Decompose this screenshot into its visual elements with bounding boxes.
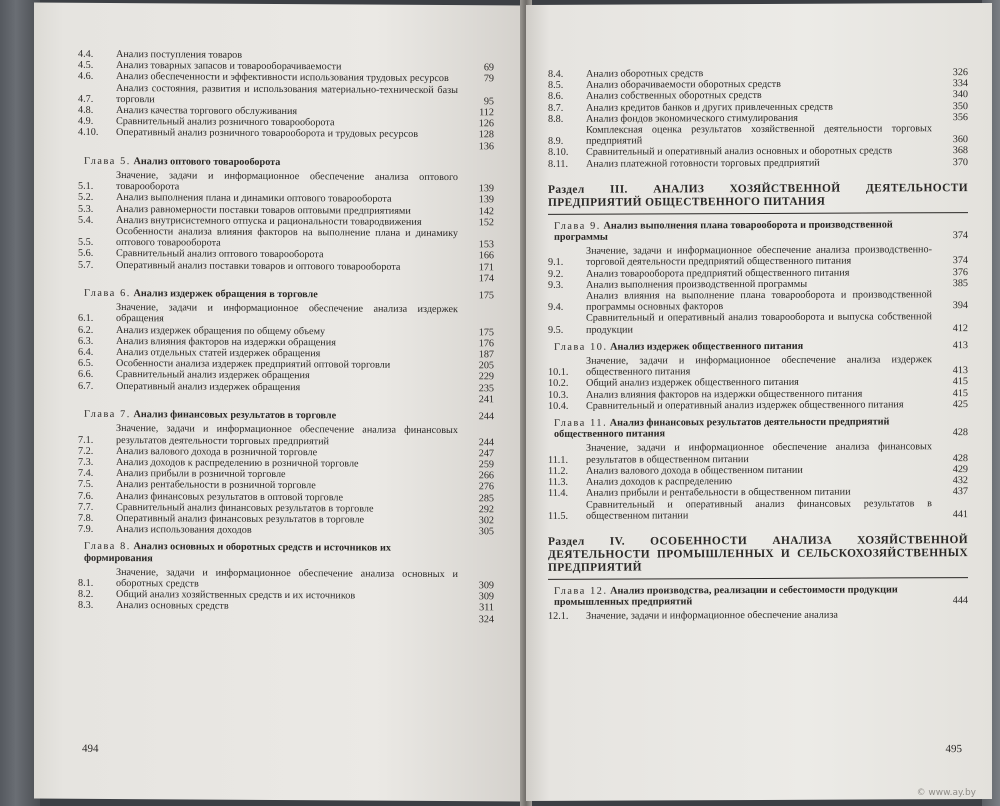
entry-page: 324 [478,613,494,625]
chapter-heading [548,584,968,608]
entry-number: 7.1. [78,434,94,446]
entry-page: 432 [952,475,968,487]
entry-title: Особенности анализа влияния факторов на выполнение плана и динамику оптового товарооборота [116,226,458,249]
entry-number: 7.8. [78,512,94,524]
entry-number: 9.4. [548,302,564,314]
entry-number: 5.6. [78,248,94,260]
entry-page: 292 [478,503,494,516]
entry-number: 7.2. [78,445,94,457]
entry-title: Анализ финансовых результатов в оптовой торговле [116,490,344,503]
toc-entry [548,354,968,378]
chapter-heading [548,416,968,440]
entry-number: 4.5. [78,59,94,72]
entry-number: 5.2. [78,192,94,204]
entry-number: 8.11. [548,158,568,170]
entry-title: Особенности анализа издержек предприятий оптовой торговли [116,358,391,371]
entry-page: 247 [478,447,494,460]
entry-title: Значение, задачи и информационное обеспечение анализа финансовых результатов деятельности торговых предприятий [116,423,458,447]
entry-title: Оперативный анализ финансовых результатов в торговле [116,512,365,526]
entry-number: 8.8. [548,113,564,125]
chapter-label: Глава 9. [554,220,601,232]
entry-page: 205 [478,360,494,372]
left-page [34,3,524,802]
toc-entry [548,609,968,622]
entry-title: Значение, задачи и информационное обеспечение анализа издержек общественного питания [586,354,932,379]
toc-entry [78,226,494,251]
entry-title: Анализ прибыли в розничной торговле [116,468,286,481]
entry-page: 79 [483,73,494,85]
toc-entry [548,399,968,412]
entry-number: 6.5. [78,358,94,370]
entry-page: 112 [479,107,494,119]
entry-title: Анализ оборотных средств [586,68,704,80]
chapter-heading [548,340,968,353]
entry-number: 11.3. [548,476,568,489]
entry-title: Анализ обеспеченности и эффективности использования трудовых ресурсов [116,71,449,85]
entry-title: Анализ рентабельности в розничной торговле [116,479,316,492]
entry-number: 8.5. [548,80,564,92]
entry-title: Значение, задачи и информационное обеспечение анализа издержек обращения [116,302,458,325]
entry-page: 139 [478,194,494,206]
entry-page: 69 [483,62,494,74]
section-heading: Раздел IV. ОСОБЕННОСТИ АНАЛИЗА ХОЗЯЙСТВЕННОЙ ДЕЯТЕЛЬНОСТИ ПРОМЫШЛЕННЫХ И СЕЛЬСКОХОЗЯЙСТВЕННЫХ ПРЕДПРИЯТИЙ [548,534,968,580]
chapter-page: 175 [478,290,494,302]
entry-title: Анализ фондов экономического стимулирования [586,112,798,125]
entry-number: 8.2. [78,588,94,601]
entry-number: 9.5. [548,324,564,336]
entry-title: Сравнительный анализ издержек обращения [116,369,310,382]
entry-title: Общий анализ издержек общественного питания [586,377,799,390]
chapter-label: Глава 6. [84,287,131,300]
chapter-label: Глава 12. [554,585,608,597]
entry-title: Анализ поступления товаров [116,49,243,61]
entry-page: 244 [478,436,494,448]
entry-number: 5.4. [78,214,94,226]
chapter-label: Глава 5. [84,155,131,167]
entry-number: 10.4. [548,400,569,412]
entry-title: Анализ отдельных статей издержек обращения [116,347,321,360]
entry-title: Анализ кредитов банков и других привлеченных средств [586,101,833,114]
entry-title: Сравнительный анализ финансовых результатов в торговле [116,501,374,515]
entry-title: Анализ товарооборота предприятий общественного питания [586,267,850,280]
left-toc [78,49,494,625]
entry-title: Сравнительный и оперативный анализ издержек общественного питания [586,399,904,412]
chapter-page: 413 [952,339,968,352]
entry-title: Анализ использования доходов [116,524,252,536]
entry-number: 4.6. [78,71,94,83]
entry-number: 4.8. [78,104,94,116]
entry-title: Оперативный анализ издержек обращения [116,380,301,393]
entry-number: 5.1. [78,181,94,193]
entry-page: 166 [478,250,494,262]
entry-page: 309 [478,591,494,603]
entry-title: Анализ качества торгового обслуживания [116,105,298,118]
toc-entry [548,157,968,170]
entry-number: 11.2. [548,465,568,477]
entry-number: 7.7. [78,501,94,513]
chapter-title: Анализ издержек общественного питания [610,340,804,353]
entry-page: 376 [952,266,968,278]
entry-title: Анализ товарных запасов и товарооборачиваемости [116,60,342,73]
entry-page: 415 [952,376,968,388]
entry-title: Анализ доходов к распределению [586,476,733,488]
entry-number: 8.6. [548,91,564,103]
right-page [526,3,992,801]
entry-page: 302 [478,515,494,527]
chapter-title-wrap [548,416,940,440]
entry-page: 309 [478,580,494,592]
chapter-title: Анализ издержек обращения в торговле [133,288,318,301]
entry-title: Комплексная оценка результатов хозяйственной деятельности торговых предприятий [586,123,932,147]
entry-title: Сравнительный анализ розничного товарооборота [116,116,335,129]
chapter-label: Глава 7. [84,408,131,421]
entry-title: Анализ внутрисистемного отпуска и рациональности товародвижения [116,214,422,228]
entry-page: 334 [952,78,968,90]
toc-entry [548,244,968,268]
entry-number: 8.9. [548,136,564,148]
entry-title: Значение, задачи и информационное обеспечение анализа оптового товарооборота [116,170,458,193]
entry-page: 412 [952,322,968,334]
entry-number: 12.1. [548,611,569,623]
entry-number: 6.1. [78,313,94,325]
entry-page: 235 [478,382,494,395]
entry-page: 311 [479,602,494,614]
entry-page: 241 [478,394,494,406]
chapter-title-wrap [548,219,940,243]
entry-number: 9.3. [548,279,564,291]
entry-title: Оперативный анализ розничного товарооборота и трудовых ресурсов [116,127,419,141]
entry-number: 7.6. [78,490,94,502]
toc-entry [78,567,494,592]
chapter-page: 374 [952,230,968,242]
chapter-heading [78,288,494,302]
entry-number: 10.2. [548,378,569,390]
entry-title: Анализ валового дохода в розничной торговле [116,445,318,458]
entry-page: 171 [478,261,494,273]
entry-page: 152 [478,217,494,229]
toc-entry [78,423,494,448]
section-heading: Раздел III. АНАЛИЗ ХОЗЯЙСТВЕННОЙ ДЕЯТЕЛЬНОСТИ ПРЕДПРИЯТИЙ ОБЩЕСТВЕННОГО ПИТАНИЯ [548,182,968,215]
chapter-title-wrap [548,340,940,353]
entry-number: 5.7. [78,259,94,271]
entry-number: 6.6. [78,369,94,381]
chapter-title-wrap [78,156,466,170]
left-page-number: 494 [82,742,99,755]
entry-page: 385 [952,277,968,289]
chapter-label: Глава 11. [554,417,608,429]
chapter-title-wrap [548,584,940,608]
chapter-title-wrap [78,541,466,566]
entry-title: Сравнительный и оперативный анализ финансовых результатов в общественном питании [586,497,932,522]
entry-page: 429 [952,463,968,476]
entry-number: 9.1. [548,257,564,269]
entry-title: Анализ влияния факторов на издержки общественного питания [586,388,863,401]
entry-title: Анализ выполнения плана и динамики оптового товарооборота [116,192,392,206]
entry-page: 139 [478,183,494,195]
entry-page: 340 [952,89,968,101]
entry-number: 9.2. [548,268,564,280]
entry-title: Оперативный анализ поставки товаров и оптового товарооборота [116,259,401,273]
chapter-page: 244 [478,411,494,423]
chapter-title-wrap [78,288,466,302]
chapter-title: Анализ основных и оборотных средств и источников их формирования [84,541,391,564]
toc-entry [548,498,968,522]
entry-title: Анализ собственных оборотных средств [586,90,762,103]
entry-title: Анализ равномерности поставки товаров оптовыми предприятиями [116,203,411,217]
entry-page: 425 [952,398,968,411]
entry-number: 11.1. [548,454,568,466]
entry-page: 95 [483,96,494,108]
entry-number: 7.9. [78,523,94,535]
entry-page: 305 [478,526,494,538]
spacer [78,623,466,625]
chapter-page: 428 [952,427,968,439]
entry-number: 4.4. [78,48,94,60]
entry-number: 10.1. [548,367,569,379]
entry-number: 4.10. [78,127,99,139]
right-page-number: 495 [945,743,962,756]
chapter-title-wrap [78,409,466,423]
spacer [78,403,466,405]
chapter-title: Анализ оптового товарооборота [133,155,281,168]
entry-page: 360 [952,134,968,146]
chapter-page: 444 [952,595,968,607]
entry-number: 7.5. [78,479,94,491]
chapter-title: Анализ финансовых результатов деятельности предприятий общественного питания [554,416,890,441]
entry-page: 176 [478,338,494,350]
entry-title: Сравнительный и оперативный анализ товарооборота и выпуска собственной продукции [586,311,932,336]
entry-title: Значение, задачи и информационное обеспечение анализа финансовых результатов в общественном питании [586,441,932,466]
entry-page: 415 [952,387,968,399]
entry-page: 394 [952,300,968,312]
entry-page: 350 [952,100,968,112]
entry-title: Значение, задачи и информационное обеспечение анализа производственно-торговой деятельности предприятий общественного питания [586,244,932,269]
entry-number: 4.9. [78,115,94,128]
chapter-heading [78,156,494,170]
entry-page: 136 [478,140,494,152]
entry-page: 175 [478,326,494,338]
entry-page: 174 [478,273,494,285]
entry-number: 7.3. [78,456,94,468]
entry-page: 374 [952,255,968,267]
entry-title: Анализ выполнения производственной программы [586,278,808,291]
entry-number: 8.1. [78,577,94,589]
chapter-label: Глава 8. [84,541,131,553]
entry-page: 259 [478,459,494,471]
entry-page: 428 [952,452,968,464]
entry-number: 6.4. [78,346,94,358]
entry-page: 142 [478,205,494,217]
entry-number: 8.3. [78,600,94,612]
watermark: © www.ay.by [916,788,976,798]
entry-page: 276 [478,481,494,493]
entry-page: 326 [952,67,968,79]
entry-title: Сравнительный анализ оптового товарооборота [116,248,324,261]
toc-entry [78,302,494,327]
entry-number: 7.4. [78,467,94,479]
toc-entry [78,524,494,538]
entry-page: 128 [478,129,494,141]
entry-number: 6.3. [78,335,94,347]
entry-page: 187 [478,349,494,361]
chapter-label: Глава 10. [554,341,608,353]
entry-number: 8.7. [548,102,564,114]
entry-number: 4.7. [78,93,94,105]
entry-page: 126 [478,118,494,130]
toc-entry [548,442,968,466]
toc-entry [548,289,968,313]
chapter-title: Анализ производства, реализации и себестоимости продукции промышленных предприятий [554,584,898,609]
entry-title: Анализ влияния факторов на издержки обращения [116,335,336,349]
entry-page: 229 [478,371,494,383]
entry-page: 441 [952,508,968,520]
entry-number: 11.4. [548,488,568,500]
chapter-heading [548,219,968,243]
chapter-heading [78,409,494,423]
entry-number: 8.10. [548,147,569,159]
toc-entry [78,82,494,107]
entry-title: Общий анализ хозяйственных средств и их источников [116,589,356,602]
entry-number: 11.5. [548,510,568,522]
entry-title: Значение, задачи и информационное обеспечение анализа основных и оборотных средств [116,566,458,590]
entry-page: 368 [952,145,968,157]
entry-title: Сравнительный и оперативный анализ основных и оборотных средств [586,145,893,159]
entry-title: Анализ издержек обращения по общему объему [116,324,326,337]
entry-page: 266 [478,470,494,482]
spacer [78,150,466,152]
spacer [78,282,466,284]
entry-title: Анализ платежной готовности торговых предприятий [586,157,820,170]
toc-entry [548,312,968,336]
entry-title: Анализ доходов к распределению в розничной торговле [116,456,359,470]
entry-number: 6.7. [78,380,94,392]
entry-number: 6.2. [78,324,94,336]
entry-page: 153 [478,239,494,251]
chapter-title: Анализ финансовых результатов в торговле [133,409,337,422]
entry-page: 356 [952,111,968,123]
entry-title: Анализ состояния, развития и использования материально-технической базы торговли [116,82,458,106]
entry-number: 5.5. [78,237,94,249]
entry-title: Значение, задачи и информационное обеспечение анализа [586,609,838,623]
toc-entry [78,170,494,195]
chapter-title: Анализ выполнения плана товарооборота и производственной программы [554,219,893,243]
entry-number: 8.4. [548,68,564,80]
entry-title: Анализ основных средств [116,600,229,613]
entry-page: 437 [952,486,968,498]
entry-title: Анализ валового дохода в общественном питании [586,464,803,477]
toc-entry [548,123,968,147]
entry-page: 285 [478,492,494,504]
right-toc [548,67,968,622]
entry-number: 5.3. [78,203,94,215]
entry-title: Анализ оборачиваемости оборотных средств [586,79,781,91]
entry-title: Анализ прибыли и рентабельности в общественном питании [586,486,851,500]
entry-number: 10.3. [548,389,569,401]
chapter-heading [78,541,494,566]
entry-page: 370 [952,156,968,168]
entry-title: Анализ влияния на выполнение плана товарооборота и производственной программы основных факторов [586,289,932,314]
entry-page: 413 [952,365,968,377]
